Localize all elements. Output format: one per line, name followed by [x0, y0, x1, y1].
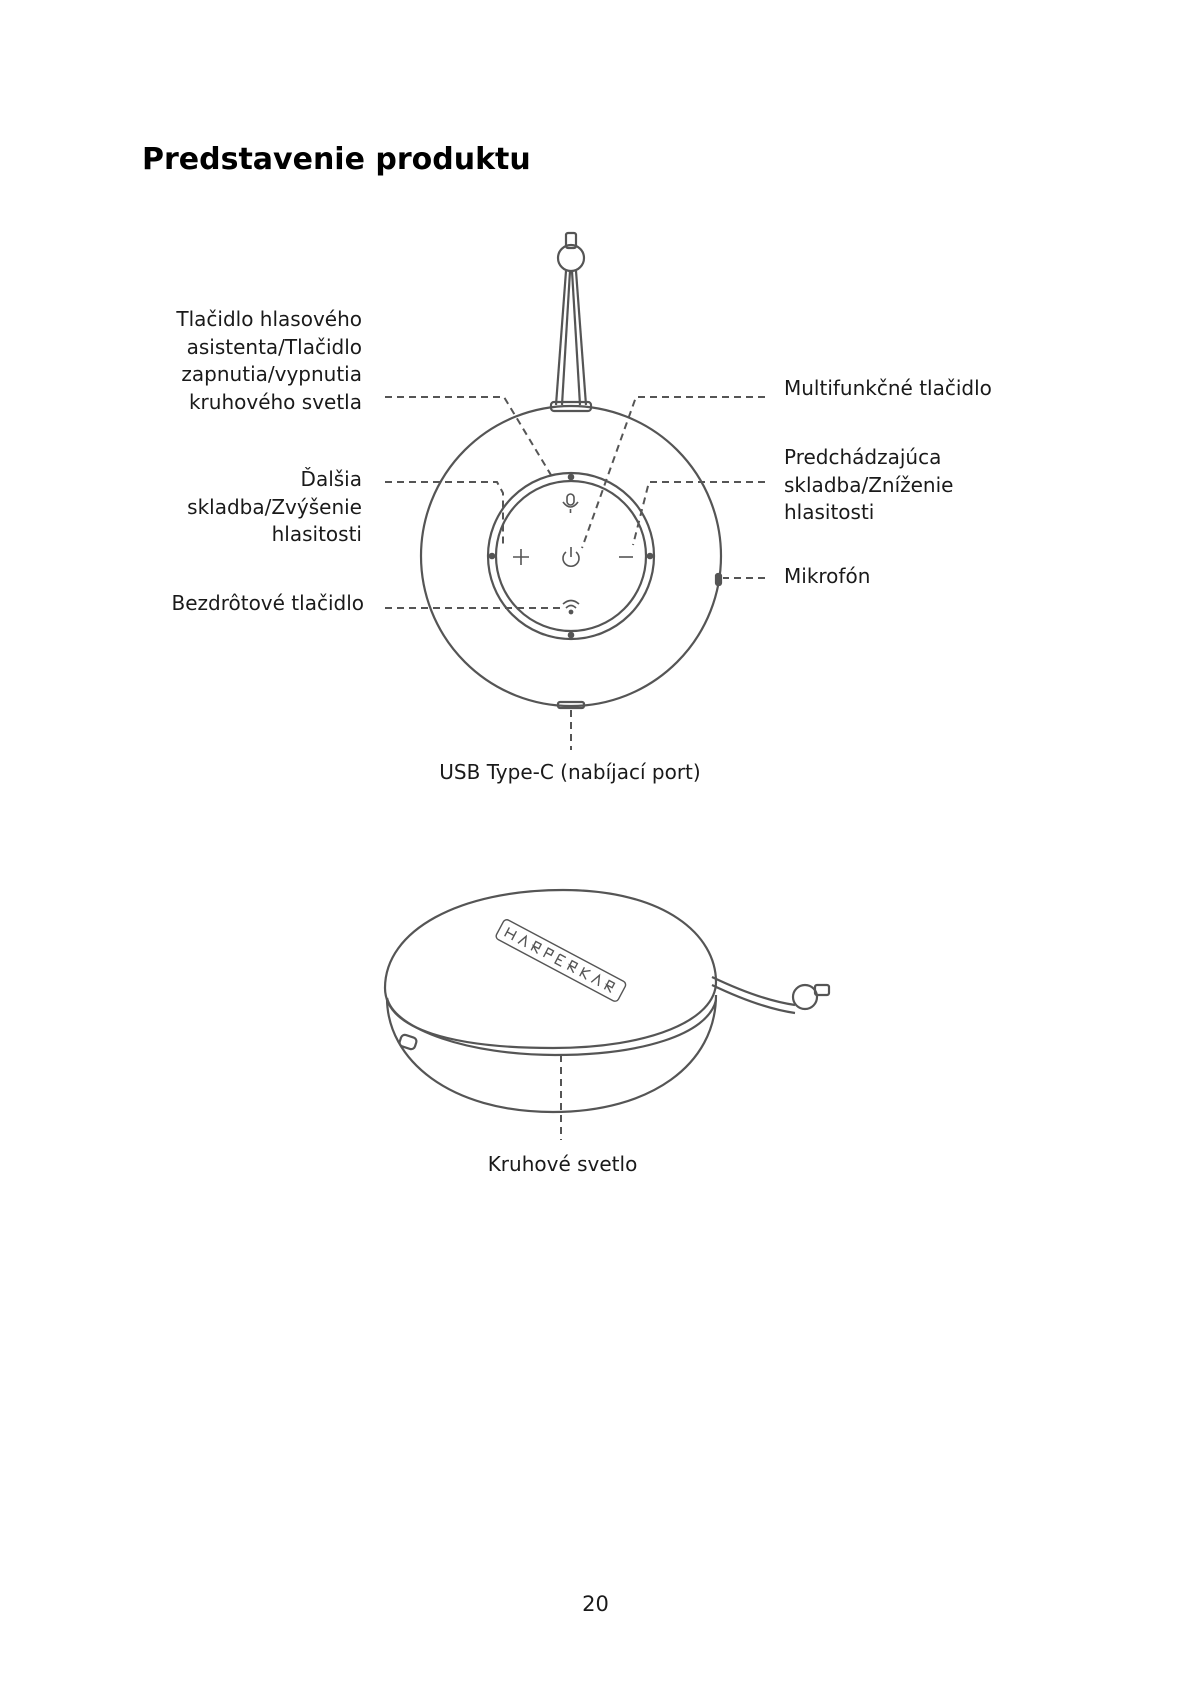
callout-next-track-line-1: Ďalšia [300, 467, 362, 491]
speaker-side-view [385, 890, 829, 1112]
page-title: Predstavenie produktu [142, 142, 531, 177]
callout-previous-track-line-2: skladba/Zníženie [784, 472, 954, 497]
lanyard [551, 233, 591, 411]
callout-voice-assistant-line-1: Tlačidlo hlasového [176, 307, 362, 331]
side-rim [387, 998, 716, 1055]
page-number: 20 [582, 1592, 609, 1616]
lanyard-strap-right-outer [576, 271, 586, 405]
leader-previous-track [633, 482, 765, 545]
side-top-cap [385, 890, 716, 1048]
lanyard-strap-right-inner [572, 271, 580, 405]
leader-voice-assistant [385, 397, 554, 480]
ring-dot-top [569, 475, 573, 479]
callout-previous-track-line-1: Predchádzajúca [784, 445, 942, 469]
callout-voice-assistant-line-3: zapnutia/vypnutia [181, 362, 362, 386]
callout-next-track-line-2: skladba/Zvýšenie [187, 494, 362, 519]
callout-previous-track-line-3: hlasitosti [784, 500, 875, 524]
lanyard-strap-left-inner [562, 271, 570, 405]
callout-ring-light-text: Kruhové svetlo [487, 1152, 638, 1176]
wireless-icon[interactable] [563, 601, 579, 614]
callout-wireless-button-text: Bezdrôtové tlačidlo [171, 591, 364, 615]
side-lower-body [387, 995, 716, 1112]
ring-dot-left [490, 554, 494, 558]
plus-icon[interactable] [513, 549, 529, 565]
microphone-icon[interactable] [563, 494, 578, 513]
side-lanyard [712, 977, 829, 1013]
ring-dot-right [648, 554, 652, 558]
callout-microphone-text: Mikrofón [784, 564, 871, 588]
microphone-hole [716, 574, 721, 585]
callout-usb-port-text: USB Type-C (nabíjací port) [439, 760, 701, 784]
callout-multifunction-button-text: Multifunkčné tlačidlo [784, 376, 992, 400]
leader-next-track [385, 482, 503, 545]
leader-lines [385, 397, 765, 1140]
callout-next-track-line-3: hlasitosti [271, 522, 362, 546]
callout-voice-assistant-line-4: kruhového svetla [188, 389, 362, 414]
brand-logo [495, 918, 627, 1002]
lanyard-strap-left-outer [556, 271, 566, 405]
speaker-top-view [421, 233, 721, 708]
leader-multifunction-button [582, 397, 765, 548]
callout-voice-assistant-line-2: asistenta/Tlačidlo [186, 334, 362, 359]
power-icon[interactable] [563, 547, 579, 566]
ring-dot-bottom [569, 633, 573, 637]
